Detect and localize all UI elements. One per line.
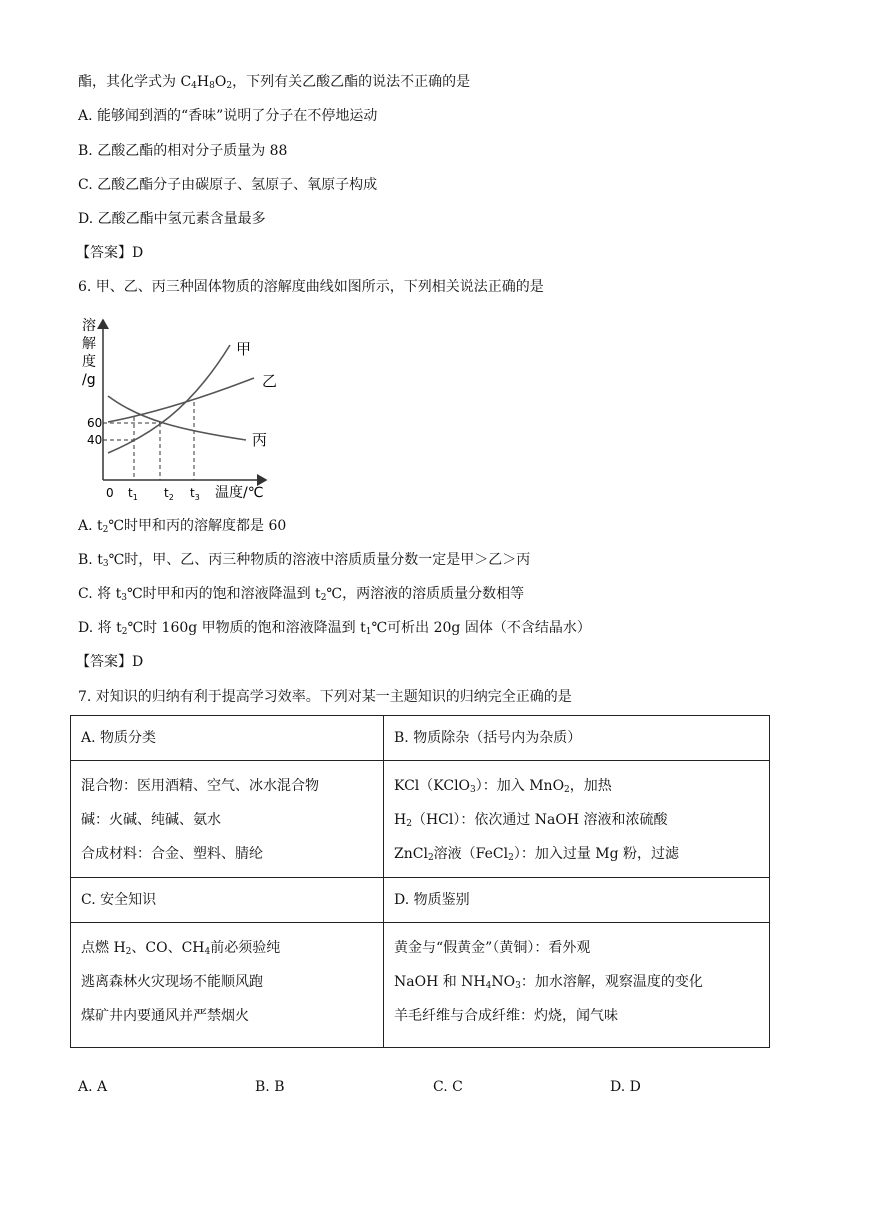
q6-stem: 6. 甲、乙、丙三种固体物质的溶解度曲线如图所示，下列相关说法正确的是	[78, 279, 544, 295]
subscript: 3	[121, 593, 127, 603]
text: 、CO、CH	[131, 940, 205, 956]
q5-option-c: C. 乙酸乙酯分子由碳原子、氢原子、氧原子构成	[78, 177, 378, 193]
list-item: 逃离森林火灾现场不能顺风跑	[81, 974, 263, 990]
x-tick-t1: $t_1$	[128, 486, 138, 502]
cell-d-body	[384, 923, 770, 1048]
list-item: 黄金与“假黄金”（黄铜）：看外观	[394, 940, 591, 956]
table-row	[71, 923, 770, 1048]
y-tick-40: 40	[87, 433, 103, 447]
table-row	[71, 878, 770, 923]
subscript: 2	[125, 947, 132, 957]
choice-c: C. C	[433, 1079, 463, 1095]
text: ℃时，甲、乙、丙三种物质的溶液中溶质质量分数一定是甲＞乙＞丙	[108, 552, 531, 568]
text: ，加热	[569, 778, 612, 794]
text: C. 将 t	[78, 586, 122, 602]
q5-stem-part: O	[214, 74, 227, 90]
subscript: 2	[121, 627, 128, 637]
solubility-chart	[70, 310, 280, 505]
subscript: 2	[226, 81, 233, 91]
q5-option-a: A. 能够闻到酒的“香味”说明了分子在不停地运动	[78, 108, 378, 124]
q5-stem-part: 酯，其化学式为 C	[78, 74, 192, 90]
subscript: 2	[564, 785, 570, 795]
list-item: 混合物：医用酒精、空气、冰水混合物	[81, 778, 319, 794]
list-item	[81, 931, 373, 965]
subscript: 2	[427, 853, 434, 863]
subscript: 2	[406, 819, 412, 829]
text: KCl（KClO	[394, 778, 471, 794]
subscript: 4	[485, 981, 492, 991]
cell-d-head: D. 物质鉴别	[384, 878, 770, 923]
table-row	[71, 716, 770, 761]
cell-c-head: C. 安全知识	[71, 878, 384, 923]
table-row	[71, 761, 770, 878]
subscript: 2	[508, 853, 514, 863]
cell-c-body	[71, 923, 384, 1048]
text: NO	[491, 974, 516, 990]
curve-yi	[108, 378, 254, 422]
text: ）：加入过量 Mg 粉，过滤	[513, 846, 680, 862]
subscript: 2	[320, 593, 327, 603]
subscript: 2	[102, 525, 109, 535]
cell-a-body	[71, 761, 384, 878]
text: ℃时甲和丙的饱和溶液降温到 t	[126, 586, 321, 602]
ylabel-char: 溶	[82, 318, 96, 334]
q5-answer: 【答案】D	[76, 245, 144, 261]
text: A. t	[78, 518, 103, 534]
text: ）：加入 MnO	[475, 778, 565, 794]
series-label-jia: 甲	[236, 340, 252, 358]
list-item: 碱：火碱、纯碱、氨水	[81, 812, 221, 828]
x-tick-t3: $t_3$	[190, 486, 200, 502]
text: ℃时甲和丙的溶解度都是 60	[108, 518, 287, 534]
subscript: 1	[365, 627, 372, 637]
choice-a: A. A	[78, 1079, 108, 1095]
text: ℃可析出 20g 固体（不含结晶水）	[371, 620, 591, 636]
q6-option-d	[78, 619, 591, 637]
text: ：加水溶解，观察温度的变化	[520, 974, 703, 990]
q7-stem: 7. 对知识的归纳有利于提高学习效率。下列对某一主题知识的归纳完全正确的是	[78, 689, 572, 705]
text: D. 将 t	[78, 620, 122, 636]
xlabel: 温度/℃	[215, 485, 264, 501]
subscript: 3	[470, 785, 476, 795]
list-item	[394, 769, 759, 803]
q5-stem-part: H	[196, 74, 210, 90]
list-item: 合成材料：合金、塑料、腈纶	[81, 846, 263, 862]
q6-answer: 【答案】D	[76, 654, 144, 670]
y-tick-60: 60	[87, 416, 103, 430]
text: B. t	[78, 552, 103, 568]
subscript: 8	[209, 81, 215, 91]
list-item: 煤矿井内要通风并严禁烟火	[81, 1008, 249, 1024]
q6-option-b	[78, 551, 530, 569]
cell-b-body	[384, 761, 770, 878]
ylabel-char: /g	[82, 372, 96, 388]
subscript: 4	[204, 947, 211, 957]
ylabel-char: 解	[82, 336, 96, 352]
text: （HCl）：依次通过 NaOH 溶液和浓硫酸	[411, 812, 668, 828]
ylabel-char: 度	[82, 354, 96, 370]
list-item	[394, 837, 759, 871]
q5-option-b: B. 乙酸乙酯的相对分子质量为 88	[78, 143, 288, 159]
knowledge-table	[70, 715, 770, 1048]
text: NaOH 和 NH	[394, 974, 486, 990]
list-item	[394, 965, 759, 999]
q5-stem-part: ，下列有关乙酸乙酯的说法不正确的是	[232, 74, 471, 90]
x-tick-t2: $t_2$	[164, 486, 174, 502]
subscript: 3	[515, 981, 521, 991]
cell-b-head: B. 物质除杂（括号内为杂质）	[384, 716, 770, 761]
cell-a-head: A. 物质分类	[71, 716, 384, 761]
text: 溶液（FeCl	[433, 846, 509, 862]
curve-jia	[108, 345, 230, 453]
text: 点燃 H	[81, 940, 126, 956]
text: 前必须验纯	[210, 940, 281, 956]
subscript: 4	[191, 81, 197, 91]
list-item: 羊毛纤维与合成纤维：灼烧，闻气味	[394, 1008, 618, 1024]
q6-option-a	[78, 517, 286, 535]
list-item	[394, 803, 759, 837]
x-tick-0: 0	[106, 486, 114, 500]
subscript: 3	[102, 559, 109, 569]
series-label-bing: 丙	[252, 431, 268, 449]
choice-b: B. B	[255, 1079, 285, 1095]
series-label-yi: 乙	[262, 372, 278, 390]
q5-option-d: D. 乙酸乙酯中氢元素含量最多	[78, 211, 266, 227]
text: H	[394, 812, 407, 828]
choice-d: D. D	[610, 1079, 641, 1095]
text: ℃，两溶液的溶质质量分数相等	[326, 586, 525, 602]
q5-stem	[78, 73, 470, 91]
text: ℃时 160g 甲物质的饱和溶液降温到 t	[127, 620, 366, 636]
q6-option-c	[78, 585, 524, 603]
text: ZnCl	[394, 846, 428, 862]
